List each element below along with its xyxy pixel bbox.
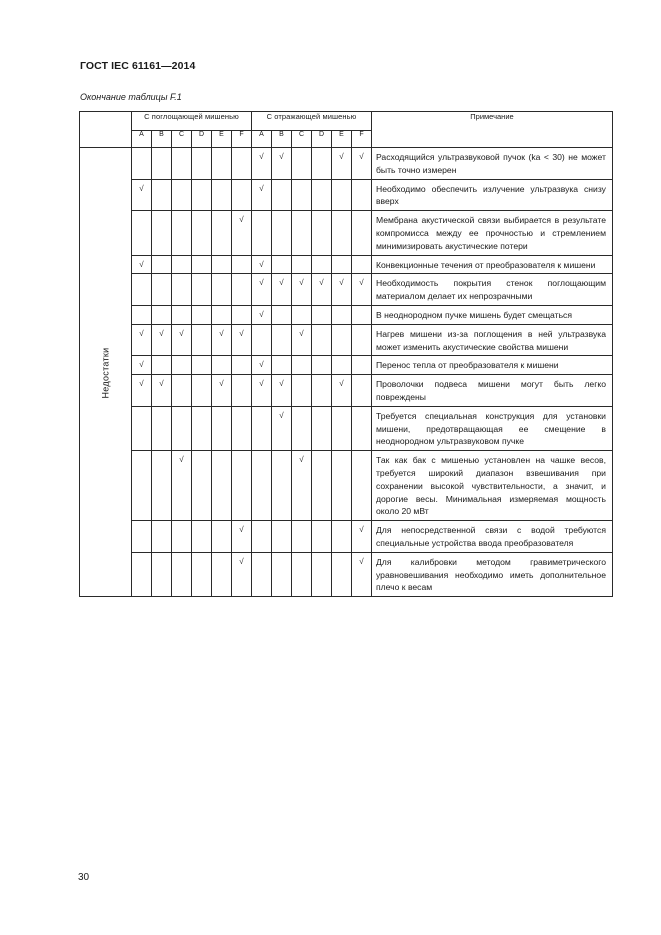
check-cell (351, 179, 371, 211)
check-cell (171, 148, 191, 180)
check-cell (151, 274, 171, 306)
table-row (80, 552, 613, 596)
check-cell (251, 451, 271, 521)
check-cell (351, 255, 371, 274)
check-cell: √ (291, 274, 311, 306)
check-cell (131, 148, 151, 180)
check-cell (291, 552, 311, 596)
check-cell (171, 211, 191, 255)
sub-column-header: D (311, 131, 331, 148)
check-cell (151, 356, 171, 375)
check-cell: √ (251, 274, 271, 306)
group-header-absorbing: С поглощающей мишенью (131, 112, 251, 131)
check-cell (251, 552, 271, 596)
check-cell (271, 179, 291, 211)
table-row (80, 451, 613, 521)
note-cell: В неоднородном пучке мишень будет смещаться (371, 305, 612, 324)
check-cell (211, 179, 231, 211)
table-row (80, 305, 613, 324)
check-cell (271, 552, 291, 596)
check-cell (311, 305, 331, 324)
check-cell (311, 211, 331, 255)
check-cell (311, 356, 331, 375)
check-cell (131, 406, 151, 450)
table-row (80, 148, 613, 180)
check-cell (211, 406, 231, 450)
check-cell (131, 552, 151, 596)
check-cell (171, 356, 191, 375)
check-cell (191, 148, 211, 180)
check-cell (231, 148, 251, 180)
note-cell: Конвекционные течения от преобразователя к мишени (371, 255, 612, 274)
check-cell (271, 255, 291, 274)
check-cell (211, 521, 231, 553)
check-cell (171, 375, 191, 407)
check-cell (291, 255, 311, 274)
table-row (80, 179, 613, 211)
check-cell: √ (291, 324, 311, 356)
check-cell (271, 521, 291, 553)
table-row (80, 375, 613, 407)
check-cell: √ (271, 274, 291, 306)
side-label-cell (80, 148, 132, 597)
check-cell (151, 406, 171, 450)
table-row (80, 521, 613, 553)
check-cell (271, 305, 291, 324)
check-cell: √ (311, 274, 331, 306)
check-cell: √ (131, 356, 151, 375)
check-cell (251, 324, 271, 356)
check-cell (151, 148, 171, 180)
check-cell (171, 521, 191, 553)
check-cell (211, 552, 231, 596)
table-row (80, 356, 613, 375)
check-cell (131, 211, 151, 255)
check-cell (311, 406, 331, 450)
check-cell (191, 451, 211, 521)
sub-column-header: E (331, 131, 351, 148)
check-cell (291, 356, 311, 375)
check-cell: √ (171, 451, 191, 521)
check-cell (171, 305, 191, 324)
check-cell (231, 406, 251, 450)
check-cell (171, 179, 191, 211)
check-cell (151, 521, 171, 553)
check-cell (351, 451, 371, 521)
check-cell (151, 255, 171, 274)
sub-column-header: C (171, 131, 191, 148)
check-cell: √ (251, 356, 271, 375)
check-cell (291, 148, 311, 180)
note-cell: Мембрана акустической связи выбирается в результате компромисса между ее прочностью и стремлением минимизировать акустические потери (371, 211, 612, 255)
check-cell (271, 324, 291, 356)
check-cell (191, 375, 211, 407)
check-cell: √ (251, 255, 271, 274)
check-cell: √ (251, 375, 271, 407)
side-label: Недостатки (100, 347, 111, 399)
check-cell (331, 406, 351, 450)
check-cell (151, 552, 171, 596)
group-header-reflecting: С отражающей мишенью (251, 112, 371, 131)
table-row (80, 274, 613, 306)
check-cell (171, 406, 191, 450)
check-cell (191, 552, 211, 596)
check-cell (331, 255, 351, 274)
check-cell (331, 521, 351, 553)
sub-column-header: B (151, 131, 171, 148)
check-cell (311, 179, 331, 211)
check-cell (171, 552, 191, 596)
check-cell (151, 211, 171, 255)
check-cell (291, 179, 311, 211)
check-cell: √ (271, 406, 291, 450)
check-cell (191, 211, 211, 255)
check-cell (351, 305, 371, 324)
sub-column-header: C (291, 131, 311, 148)
check-cell (171, 274, 191, 306)
sub-column-header: F (351, 131, 371, 148)
check-cell: √ (131, 375, 151, 407)
check-cell: √ (331, 274, 351, 306)
check-cell (211, 148, 231, 180)
check-cell (311, 451, 331, 521)
check-cell: √ (271, 148, 291, 180)
check-cell (191, 179, 211, 211)
check-cell (231, 255, 251, 274)
check-cell (191, 255, 211, 274)
check-cell (311, 375, 331, 407)
check-cell (191, 274, 211, 306)
note-cell: Проволочки подвеса мишени могут быть легко повреждены (371, 375, 612, 407)
check-cell: √ (251, 179, 271, 211)
check-cell: √ (131, 179, 151, 211)
check-cell (331, 451, 351, 521)
check-cell (251, 211, 271, 255)
check-cell (291, 406, 311, 450)
check-cell: √ (151, 324, 171, 356)
sub-column-header: B (271, 131, 291, 148)
sub-column-header: F (231, 131, 251, 148)
table-row (80, 211, 613, 255)
check-cell: √ (351, 274, 371, 306)
check-cell (231, 305, 251, 324)
check-cell (351, 211, 371, 255)
corner-cell (80, 112, 132, 148)
check-cell (331, 179, 351, 211)
check-cell (311, 255, 331, 274)
check-cell (291, 375, 311, 407)
check-cell (191, 324, 211, 356)
check-cell (351, 356, 371, 375)
table-row (80, 406, 613, 450)
note-cell: Нагрев мишени из-за поглощения в ней ультразвука может изменить акустические свойства мишени (371, 324, 612, 356)
check-cell (291, 211, 311, 255)
check-cell (231, 274, 251, 306)
check-cell (271, 451, 291, 521)
check-cell (191, 305, 211, 324)
note-header: Примечание (371, 112, 612, 148)
check-cell (331, 552, 351, 596)
check-cell: √ (171, 324, 191, 356)
check-cell (271, 211, 291, 255)
check-cell (331, 324, 351, 356)
check-cell (291, 305, 311, 324)
check-cell: √ (271, 375, 291, 407)
check-cell (331, 305, 351, 324)
note-cell: Необходимость покрытия стенок поглощающим материалом делает их непрозрачными (371, 274, 612, 306)
check-cell (131, 305, 151, 324)
check-cell (211, 356, 231, 375)
check-cell: √ (331, 375, 351, 407)
note-cell: Перенос тепла от преобразователя к мишени (371, 356, 612, 375)
check-cell (191, 406, 211, 450)
check-cell: √ (151, 375, 171, 407)
check-cell: √ (131, 255, 151, 274)
check-cell: √ (211, 375, 231, 407)
check-cell: √ (351, 552, 371, 596)
note-cell: Так как бак с мишенью установлен на чашке весов, требуется широкий диапазон взвешивания при сохранении высокой чувствительности, а значит, и дорогие весы. Минимальная измеряемая мощность около 20 мВт (371, 451, 612, 521)
comparison-table (79, 111, 613, 597)
check-cell (231, 375, 251, 407)
check-cell: √ (231, 552, 251, 596)
table-row (80, 324, 613, 356)
check-cell (351, 406, 371, 450)
check-cell: √ (211, 324, 231, 356)
check-cell (251, 521, 271, 553)
check-cell (311, 324, 331, 356)
note-cell: Требуется специальная конструкция для установки мишени, предотвращающая ее смещение в неоднородном ультразвуковом пучке (371, 406, 612, 450)
check-cell: √ (331, 148, 351, 180)
check-cell (231, 451, 251, 521)
check-cell (231, 179, 251, 211)
check-cell (331, 211, 351, 255)
check-cell (211, 255, 231, 274)
page-number: 30 (78, 872, 90, 883)
note-cell: Необходимо обеспечить излучение ультразвука снизу вверх (371, 179, 612, 211)
note-cell: Расходящийся ультразвуковой пучок (ka < 30) не может быть точно измерен (371, 148, 612, 180)
check-cell: √ (251, 148, 271, 180)
check-cell (151, 179, 171, 211)
check-cell (251, 406, 271, 450)
sub-column-header: A (251, 131, 271, 148)
check-cell (311, 521, 331, 553)
check-cell: √ (131, 324, 151, 356)
check-cell: √ (231, 324, 251, 356)
check-cell (211, 305, 231, 324)
check-cell (351, 324, 371, 356)
check-cell: √ (251, 305, 271, 324)
check-cell: √ (351, 521, 371, 553)
table-caption: Окончание таблицы F.1 (80, 92, 182, 102)
check-cell: √ (231, 211, 251, 255)
sub-column-header: A (131, 131, 151, 148)
note-cell: Для непосредственной связи с водой требуются специальные устройства ввода преобразователя (371, 521, 612, 553)
sub-column-header: E (211, 131, 231, 148)
check-cell (291, 521, 311, 553)
table-row (80, 255, 613, 274)
document-header: ГОСТ IEC 61161—2014 (80, 60, 196, 72)
sub-column-header: D (191, 131, 211, 148)
check-cell (311, 552, 331, 596)
check-cell (171, 255, 191, 274)
check-cell (211, 211, 231, 255)
check-cell (311, 148, 331, 180)
check-cell (351, 375, 371, 407)
check-cell: √ (351, 148, 371, 180)
check-cell (191, 356, 211, 375)
check-cell (231, 356, 251, 375)
check-cell (211, 274, 231, 306)
check-cell (331, 356, 351, 375)
check-cell (211, 451, 231, 521)
check-cell (151, 305, 171, 324)
check-cell (131, 451, 151, 521)
check-cell (131, 521, 151, 553)
check-cell: √ (291, 451, 311, 521)
note-cell: Для калибровки методом гравиметрического уравновешивания необходимо иметь дополнительное плечо к весам (371, 552, 612, 596)
check-cell (191, 521, 211, 553)
check-cell (271, 356, 291, 375)
check-cell (151, 451, 171, 521)
check-cell: √ (231, 521, 251, 553)
check-cell (131, 274, 151, 306)
